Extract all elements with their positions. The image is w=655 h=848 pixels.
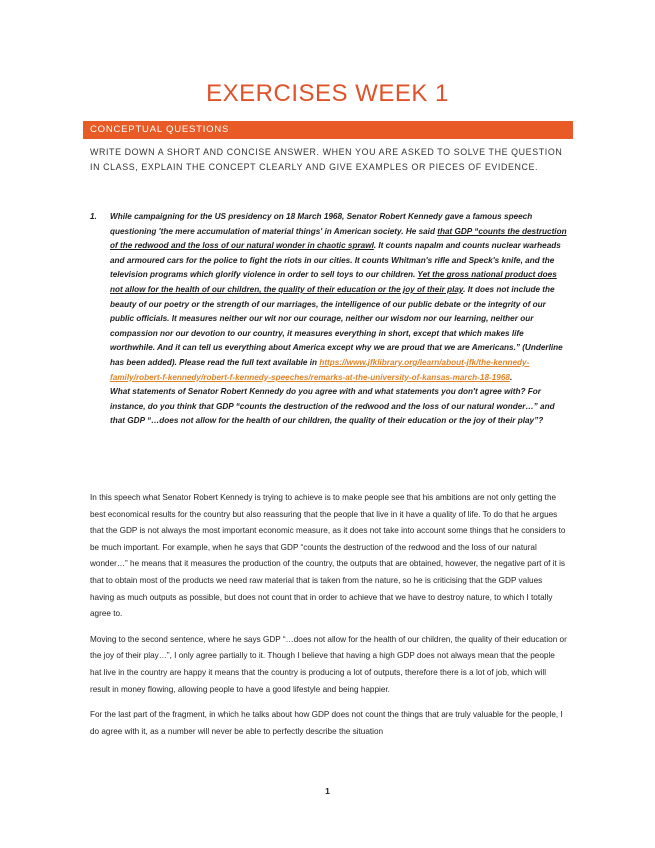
section-heading: CONCEPTUAL QUESTIONS [83,121,573,139]
speech-link[interactable]: https://www.jfklibrary.org/learn/about-jfk/the-kennedy-family/robert-f-kennedy/robert-f-kennedy-speeches/remarks-at-the-university-of-kansas-march-18-1968 [110,357,530,382]
answer-paragraph-2: Moving to the second sentence, where he says GDP “…does not allow for the health of our children, the quality of their education or the joy of their play…”, I only agree partially to it. Though I believe that having a high GDP does not always mean that the people hat live in the country are happy it means that the country is producing a lot of outputs, therefore there is a lot of job, which will result in money flowing, allowing people to have a good lifestyle and being happier. [90,634,567,694]
question-number: 1. [90,212,97,221]
page-number: 1 [325,786,330,796]
question-underline-2: Yet the gross national product does not allow for the health of our children, the quality of their education or the joy of their play [110,270,557,294]
question-after-link: . [509,372,513,382]
question-body [110,210,568,429]
question-1 [90,210,568,429]
question-intro: While campaigning for the US presidency on 18 March 1968, Senator Robert Kennedy gave a famous speech questioning 'the mere accumulation of material things' in American society. He said [110,212,533,236]
question-prompt: What statements of Senator Robert Kennedy do you agree with and what statements you don't agree with? For instance, do you think that GDP “counts the destruction of the redwood and the loss of our natural wonder…” and that GDP “…does not allow for the health of our children, the quality of their education or the joy of their play”? [110,387,555,426]
question-middle-2: . It does not include the beauty of our poetry or the strength of our marriages, the intelligence of our public debate or the integrity of our public officials. It measures neither our wit nor our courage, neither our wisdom nor our learning, neither our compassion nor our devotion to our country, it measures everything in short, except that which makes life worthwhile. And it can tell us everything about America except why we are proud that we are Americans.” (Underline has been added). Please read the full text available in [110,284,563,367]
answer-paragraph-3: For the last part of the fragment, in which he talks about how GDP does not count the things that are truly valuable for the people, I do agree with it, as a number will never be able to perfectly describe the situation [90,710,563,736]
page-title: EXERCISES WEEK 1 [206,80,449,107]
answer-section [90,490,568,749]
question-middle-1: . It counts napalm and counts nuclear warheads and armoured cars for the police to fight the riots in our cities. It counts Whitman's rifle and Speck's knife, and the television programs which glorify violence in order to sell toys to our children. [110,241,561,280]
instructions-text: WRITE DOWN A SHORT AND CONCISE ANSWER. WHEN YOU ARE ASKED TO SOLVE THE QUESTION IN CLASS, EXPLAIN THE CONCEPT CLEARLY AND GIVE EXAMPLES OR PIECES OF EVIDENCE. [90,147,563,172]
question-underline-1: that GDP “counts the destruction of the redwood and the loss of our natural wonder in chaotic sprawl [110,226,567,251]
answer-paragraph-1: In this speech what Senator Robert Kennedy is trying to achieve is to make people see that his ambitions are not only getting the best economical results for the country but also reassuring that the people that live in it have a quality of life. To do that he argues that the GDP is not always the most important economic measure, as it does not take into account some things that he considers to be much important. For example, when he says that GDP “counts the destruction of the redwood and the loss of our natural wonder…” he means that it measures the production of the country, the outputs that are obtained, however, the negative part of it is that to obtain most of the products we need raw material that is taken from the nature, so he is criticising that the GDP values having as much outputs as possible, but does not count that in order to achieve that we have to destroy nature, to which I totally agree to. [90,493,566,619]
